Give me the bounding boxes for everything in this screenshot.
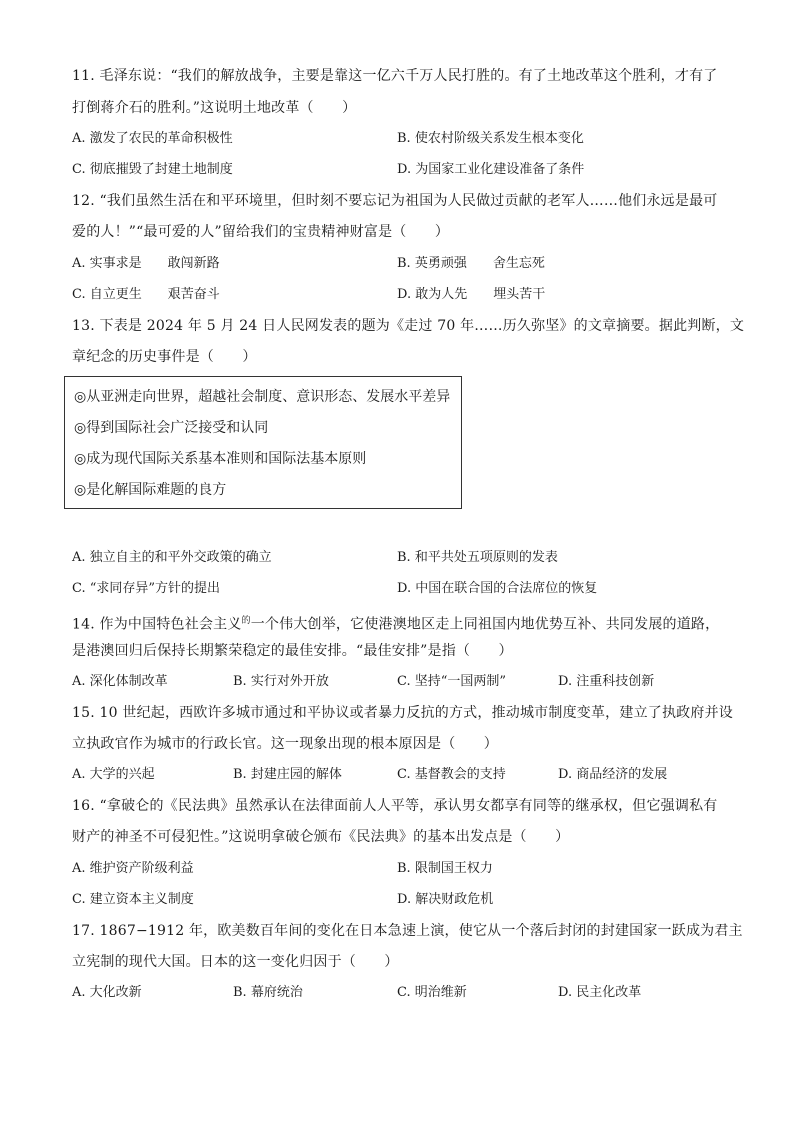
q15-option-d[interactable]: D. 商品经济的发展 xyxy=(558,767,668,782)
question-17-line-2: 立宪制的现代大国。日本的这一变化归因于（ ） xyxy=(72,954,399,970)
q16-option-a[interactable]: A. 维护资产阶级利益 xyxy=(72,861,194,876)
excerpt-item-2: ◎得到国际社会广泛接受和认同 xyxy=(74,420,269,436)
question-16-line-1: 16. “拿破仑的《民法典》虽然承认在法律面前人人平等，承认男女都享有同等的继承权，但它强调私有 xyxy=(72,798,718,814)
q17-option-b[interactable]: B. 幕府统治 xyxy=(233,985,303,1000)
q14-option-b[interactable]: B. 实行对外开放 xyxy=(233,674,329,689)
question-15-line-2: 立执政官作为城市的行政长官。这一现象出现的根本原因是（ ） xyxy=(72,736,498,752)
q12-option-c[interactable]: C. 自立更生 艰苦奋斗 xyxy=(72,287,220,302)
question-15-line-1: 15. 10 世纪起，西欧许多城市通过和平协议或者暴力反抗的方式，推动城市制度变革，建立了执政府并设 xyxy=(72,705,733,721)
q11-option-b[interactable]: B. 使农村阶级关系发生根本变化 xyxy=(397,131,584,146)
q14-option-a[interactable]: A. 深化体制改革 xyxy=(72,674,168,689)
excerpt-table xyxy=(64,376,462,509)
question-12-line-2: 爱的人！”“最可爱的人”留给我们的宝贵精神财富是（ ） xyxy=(72,224,450,240)
excerpt-item-3: ◎成为现代国际关系基本准则和国际法基本原则 xyxy=(74,451,367,467)
excerpt-item-4: ◎是化解国际难题的良方 xyxy=(74,482,227,498)
question-14-text-b: 一个伟大创举，它使港澳地区走上同祖国内地优势互补、共同发展的道路， xyxy=(250,616,720,633)
q16-option-c[interactable]: C. 建立资本主义制度 xyxy=(72,892,194,907)
q12-option-a[interactable]: A. 实事求是 敢闯新路 xyxy=(72,256,220,271)
question-16-line-2: 财产的神圣不可侵犯性。”这说明拿破仑颁布《民法典》的基本出发点是（ ） xyxy=(72,829,570,845)
excerpt-item-1: ◎从亚洲走向世界，超越社会制度、意识形态、发展水平差异 xyxy=(74,389,451,405)
question-14-superscript: 的 xyxy=(241,616,251,626)
question-11-line-1: 11. 毛泽东说：“我们的解放战争，主要是靠这一亿六千万人民打胜的。有了土地改革这个胜利，才有了 xyxy=(72,68,718,84)
question-13-line-2: 章纪念的历史事件是（ ） xyxy=(72,349,257,365)
question-12-line-1: 12. “我们虽然生活在和平环境里，但时刻不要忘记为祖国为人民做过贡献的老军人……他们永远是最可 xyxy=(72,193,718,209)
q14-option-d[interactable]: D. 注重科技创新 xyxy=(558,674,655,689)
question-14-line-2: 是港澳回归后保持长期繁荣稳定的最佳安排。“最佳安排”是指（ ） xyxy=(72,643,513,659)
q11-option-d[interactable]: D. 为国家工业化建设准备了条件 xyxy=(397,162,585,177)
q16-option-d[interactable]: D. 解决财政危机 xyxy=(397,892,494,907)
q13-option-d[interactable]: D. 中国在联合国的合法席位的恢复 xyxy=(397,581,598,596)
q11-option-a[interactable]: A. 激发了农民的革命积极性 xyxy=(72,131,233,146)
q15-option-c[interactable]: C. 基督教会的支持 xyxy=(397,767,506,782)
q17-option-c[interactable]: C. 明治维新 xyxy=(397,985,467,1000)
q17-option-a[interactable]: A. 大化改新 xyxy=(72,985,142,1000)
question-13-line-1: 13. 下表是 2024 年 5 月 24 日人民网发表的题为《走过 70 年……历久弥坚》的文章摘要。据此判断，文 xyxy=(72,318,745,334)
q13-option-a[interactable]: A. 独立自主的和平外交政策的确立 xyxy=(72,550,272,565)
question-14-text-a: 14. 作为中国特色社会主义 xyxy=(72,616,242,633)
q15-option-a[interactable]: A. 大学的兴起 xyxy=(72,767,155,782)
q16-option-b[interactable]: B. 限制国王权力 xyxy=(397,861,493,876)
q17-option-d[interactable]: D. 民主化改革 xyxy=(558,985,642,1000)
q12-option-d[interactable]: D. 敢为人先 埋头苦干 xyxy=(397,287,546,302)
q15-option-b[interactable]: B. 封建庄园的解体 xyxy=(233,767,342,782)
q14-option-c[interactable]: C. 坚持“一国两制” xyxy=(397,674,507,689)
q12-option-b[interactable]: B. 英勇顽强 舍生忘死 xyxy=(397,256,545,271)
q13-option-c[interactable]: C. “求同存异”方针的提出 xyxy=(72,581,221,596)
question-14-line-1 xyxy=(72,611,719,635)
q11-option-c[interactable]: C. 彻底摧毁了封建土地制度 xyxy=(72,162,233,177)
question-17-line-1: 17. 1867−1912 年，欧美数百年间的变化在日本急速上演，使它从一个落后封闭的封建国家一跃成为君主 xyxy=(72,923,743,939)
question-11-line-2: 打倒蒋介石的胜利。”这说明土地改革（ ） xyxy=(72,100,357,116)
q13-option-b[interactable]: B. 和平共处五项原则的发表 xyxy=(397,550,558,565)
